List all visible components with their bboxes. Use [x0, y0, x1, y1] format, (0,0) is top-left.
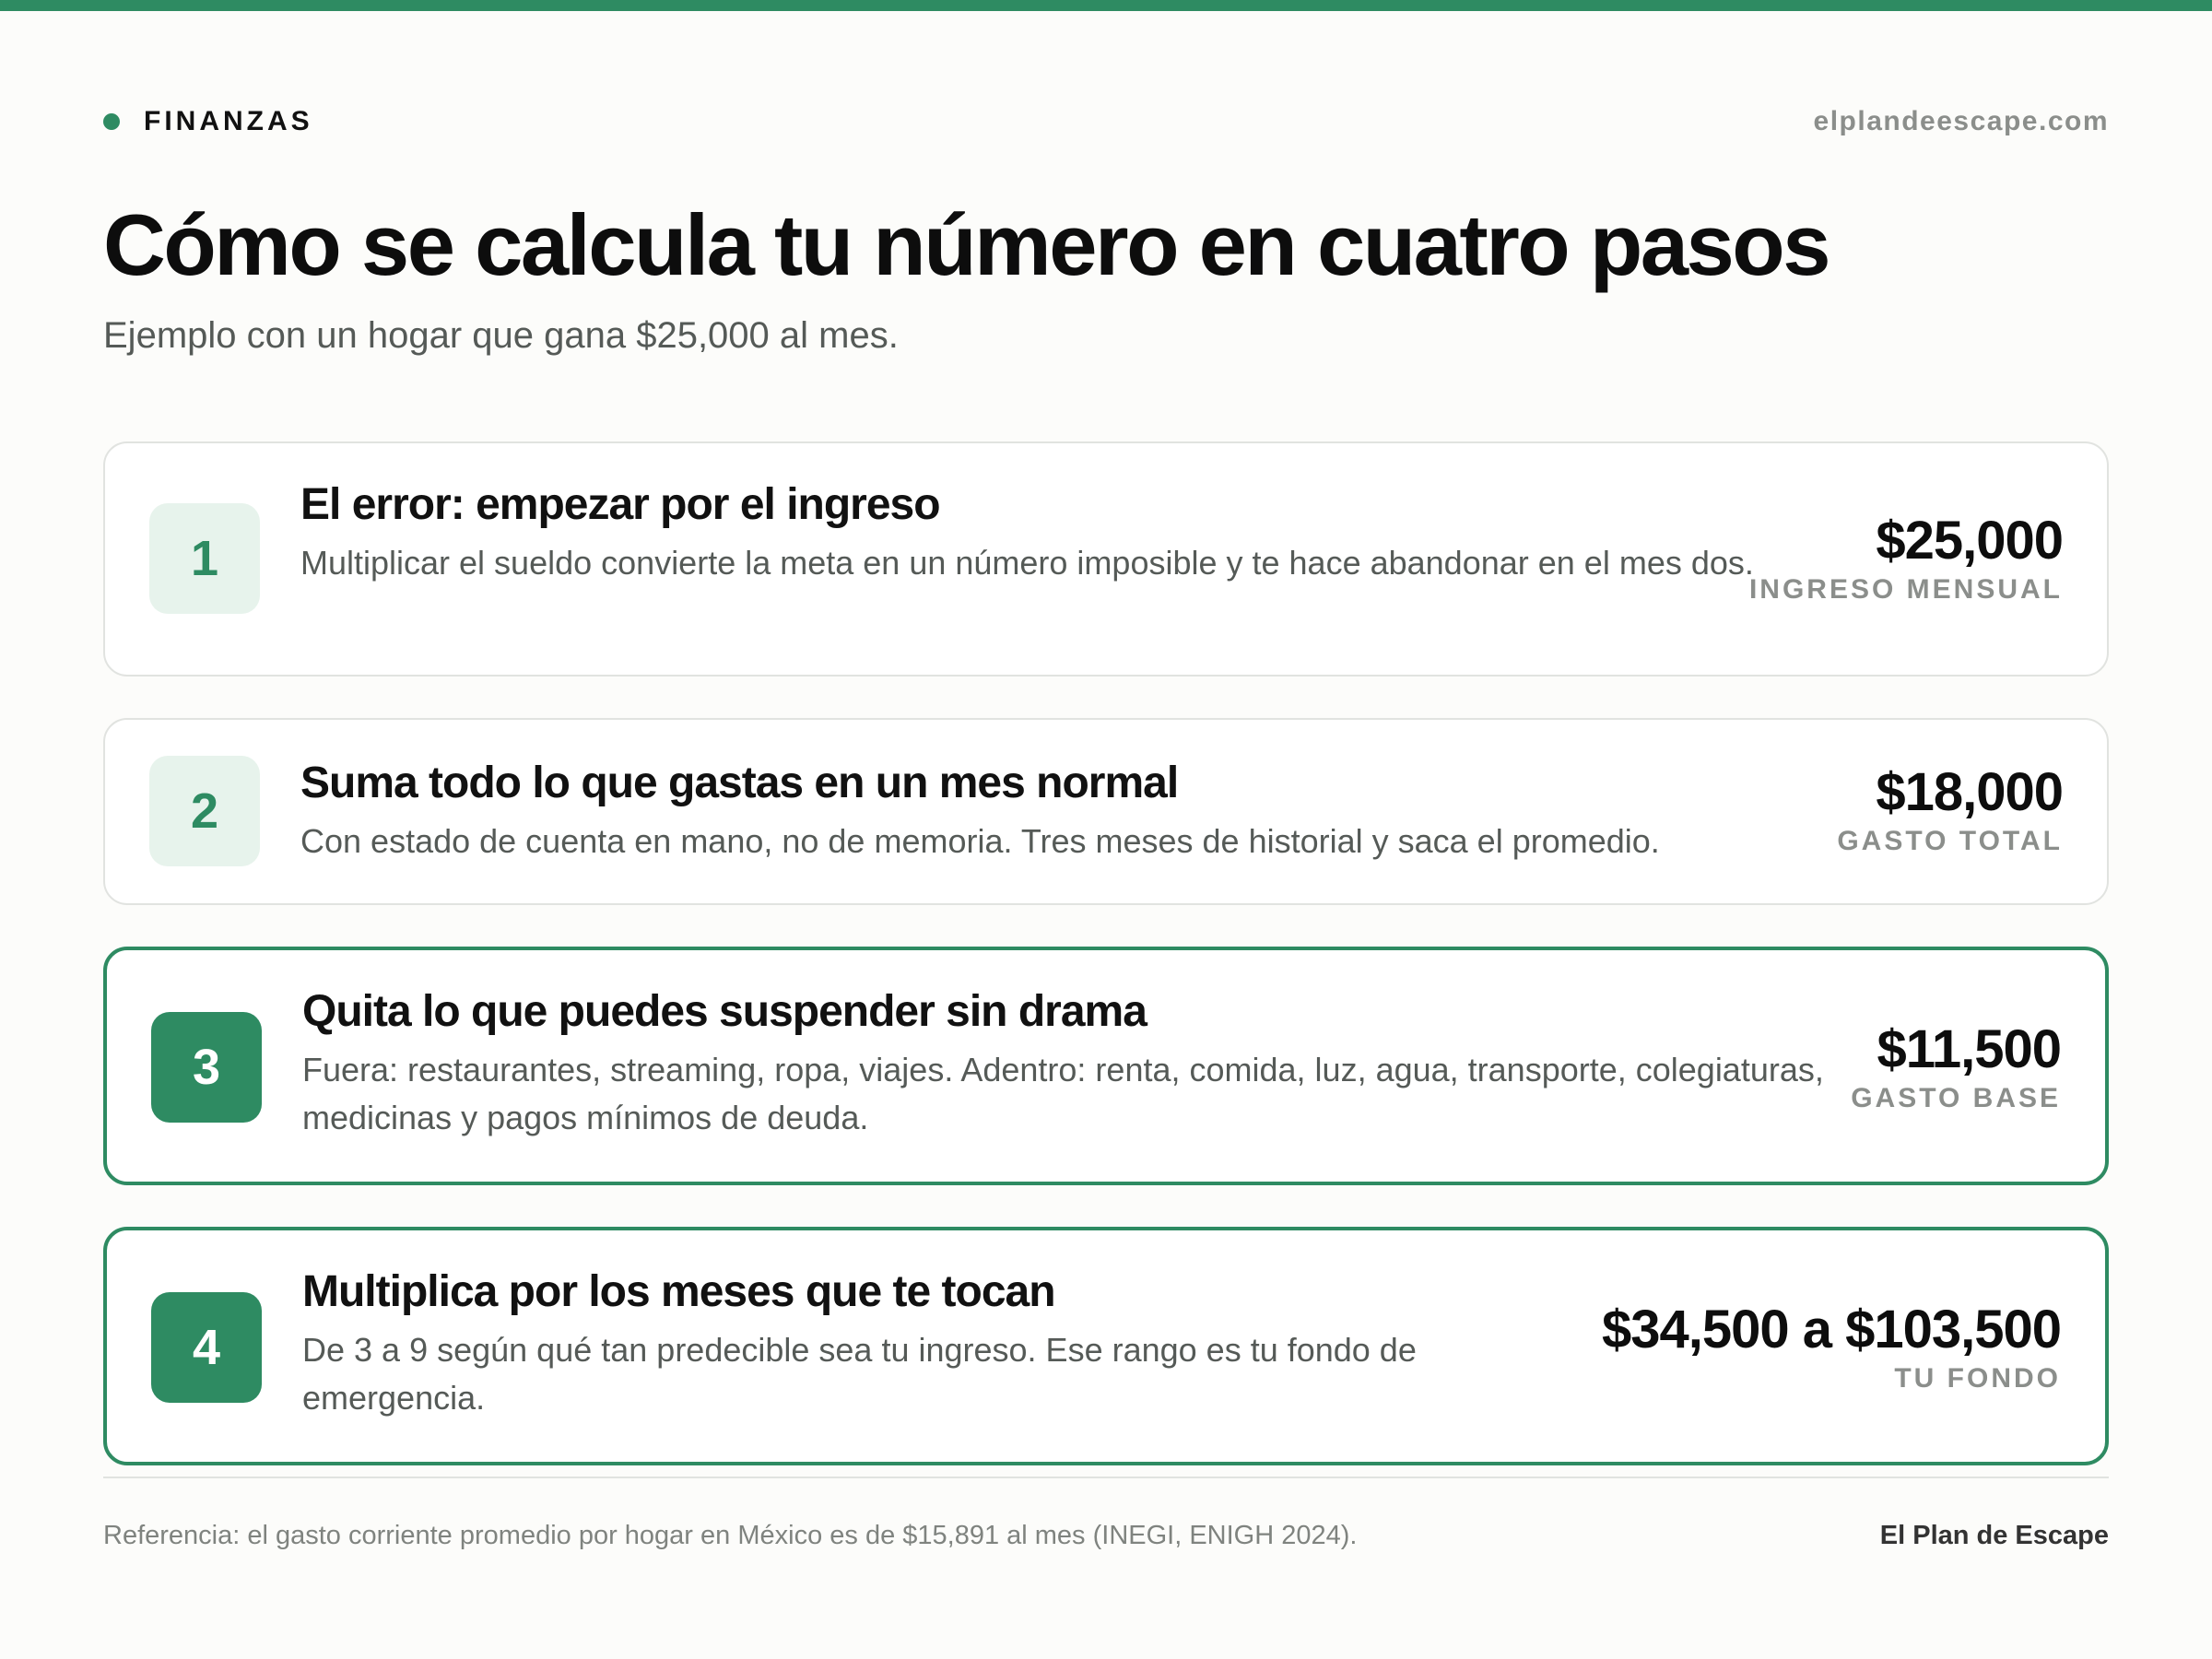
step-description: Con estado de cuenta en mano, no de memoria. Tres meses de historial y saca el promedio. — [300, 821, 1660, 860]
step-number-badge: 3 — [151, 1012, 262, 1123]
step-card-1 — [103, 441, 2109, 677]
step-body — [300, 757, 1867, 865]
step-body — [302, 1265, 1574, 1422]
step-title: Multiplica por los meses que te tocan — [302, 1267, 1055, 1316]
value-amount: $34,500 a $103,500 — [1601, 1300, 2061, 1359]
value-label: GASTO TOTAL — [1837, 825, 2063, 856]
category-tag — [103, 106, 313, 137]
top-accent-bar — [0, 0, 2212, 11]
step-title: Suma todo lo que gastas en un mes normal — [300, 759, 1179, 807]
step-title: El error: empezar por el ingreso — [300, 480, 940, 529]
step-value — [1837, 763, 2063, 857]
step-description: De 3 a 9 según qué tan predecible sea tu ingreso. Ese rango es tu fondo de emergencia. — [302, 1330, 1417, 1417]
step-number-badge: 2 — [149, 756, 260, 866]
value-label: TU FONDO — [1894, 1362, 2061, 1394]
page-subtitle: Ejemplo con un hogar que gana $25,000 al mes. — [103, 315, 899, 356]
footer-reference: Referencia: el gasto corriente promedio por hogar en México es de $15,891 al mes (INEGI, ENIGH 2024). — [103, 1521, 1358, 1550]
step-number-badge: 4 — [151, 1292, 262, 1403]
step-body — [300, 478, 1830, 587]
category-dot-icon — [103, 113, 120, 130]
value-amount: $25,000 — [1876, 511, 2063, 571]
step-card-2 — [103, 718, 2109, 905]
value-amount: $18,000 — [1876, 762, 2063, 822]
footer-divider — [103, 1477, 2109, 1478]
step-body — [302, 985, 1851, 1142]
site-url: elplandeescape.com — [1813, 106, 2109, 136]
value-amount: $11,500 — [1877, 1019, 2061, 1079]
step-title: Quita lo que puedes suspender sin drama — [302, 987, 1147, 1036]
step-description: Multiplicar el sueldo convierte la meta en un número imposible y te hace abandonar en el mes dos. — [300, 543, 1754, 582]
value-label: GASTO BASE — [1851, 1082, 2061, 1113]
step-value — [1851, 1020, 2061, 1114]
value-label: INGRESO MENSUAL — [1748, 573, 2063, 605]
step-value — [1602, 1300, 2061, 1394]
step-number-badge: 1 — [149, 503, 260, 614]
step-card-3 — [103, 947, 2109, 1185]
step-description: Fuera: restaurantes, streaming, ropa, viajes. Adentro: renta, comida, luz, agua, transporte, colegiaturas, medicinas y pagos mínimos de deuda. — [302, 1050, 1824, 1136]
category-label: FINANZAS — [144, 106, 313, 136]
footer-brand: El Plan de Escape — [1879, 1521, 2109, 1550]
step-value — [1749, 512, 2063, 606]
step-card-4 — [103, 1227, 2109, 1465]
header — [103, 105, 2109, 138]
page-title: Cómo se calcula tu número en cuatro pasos — [103, 196, 1830, 293]
